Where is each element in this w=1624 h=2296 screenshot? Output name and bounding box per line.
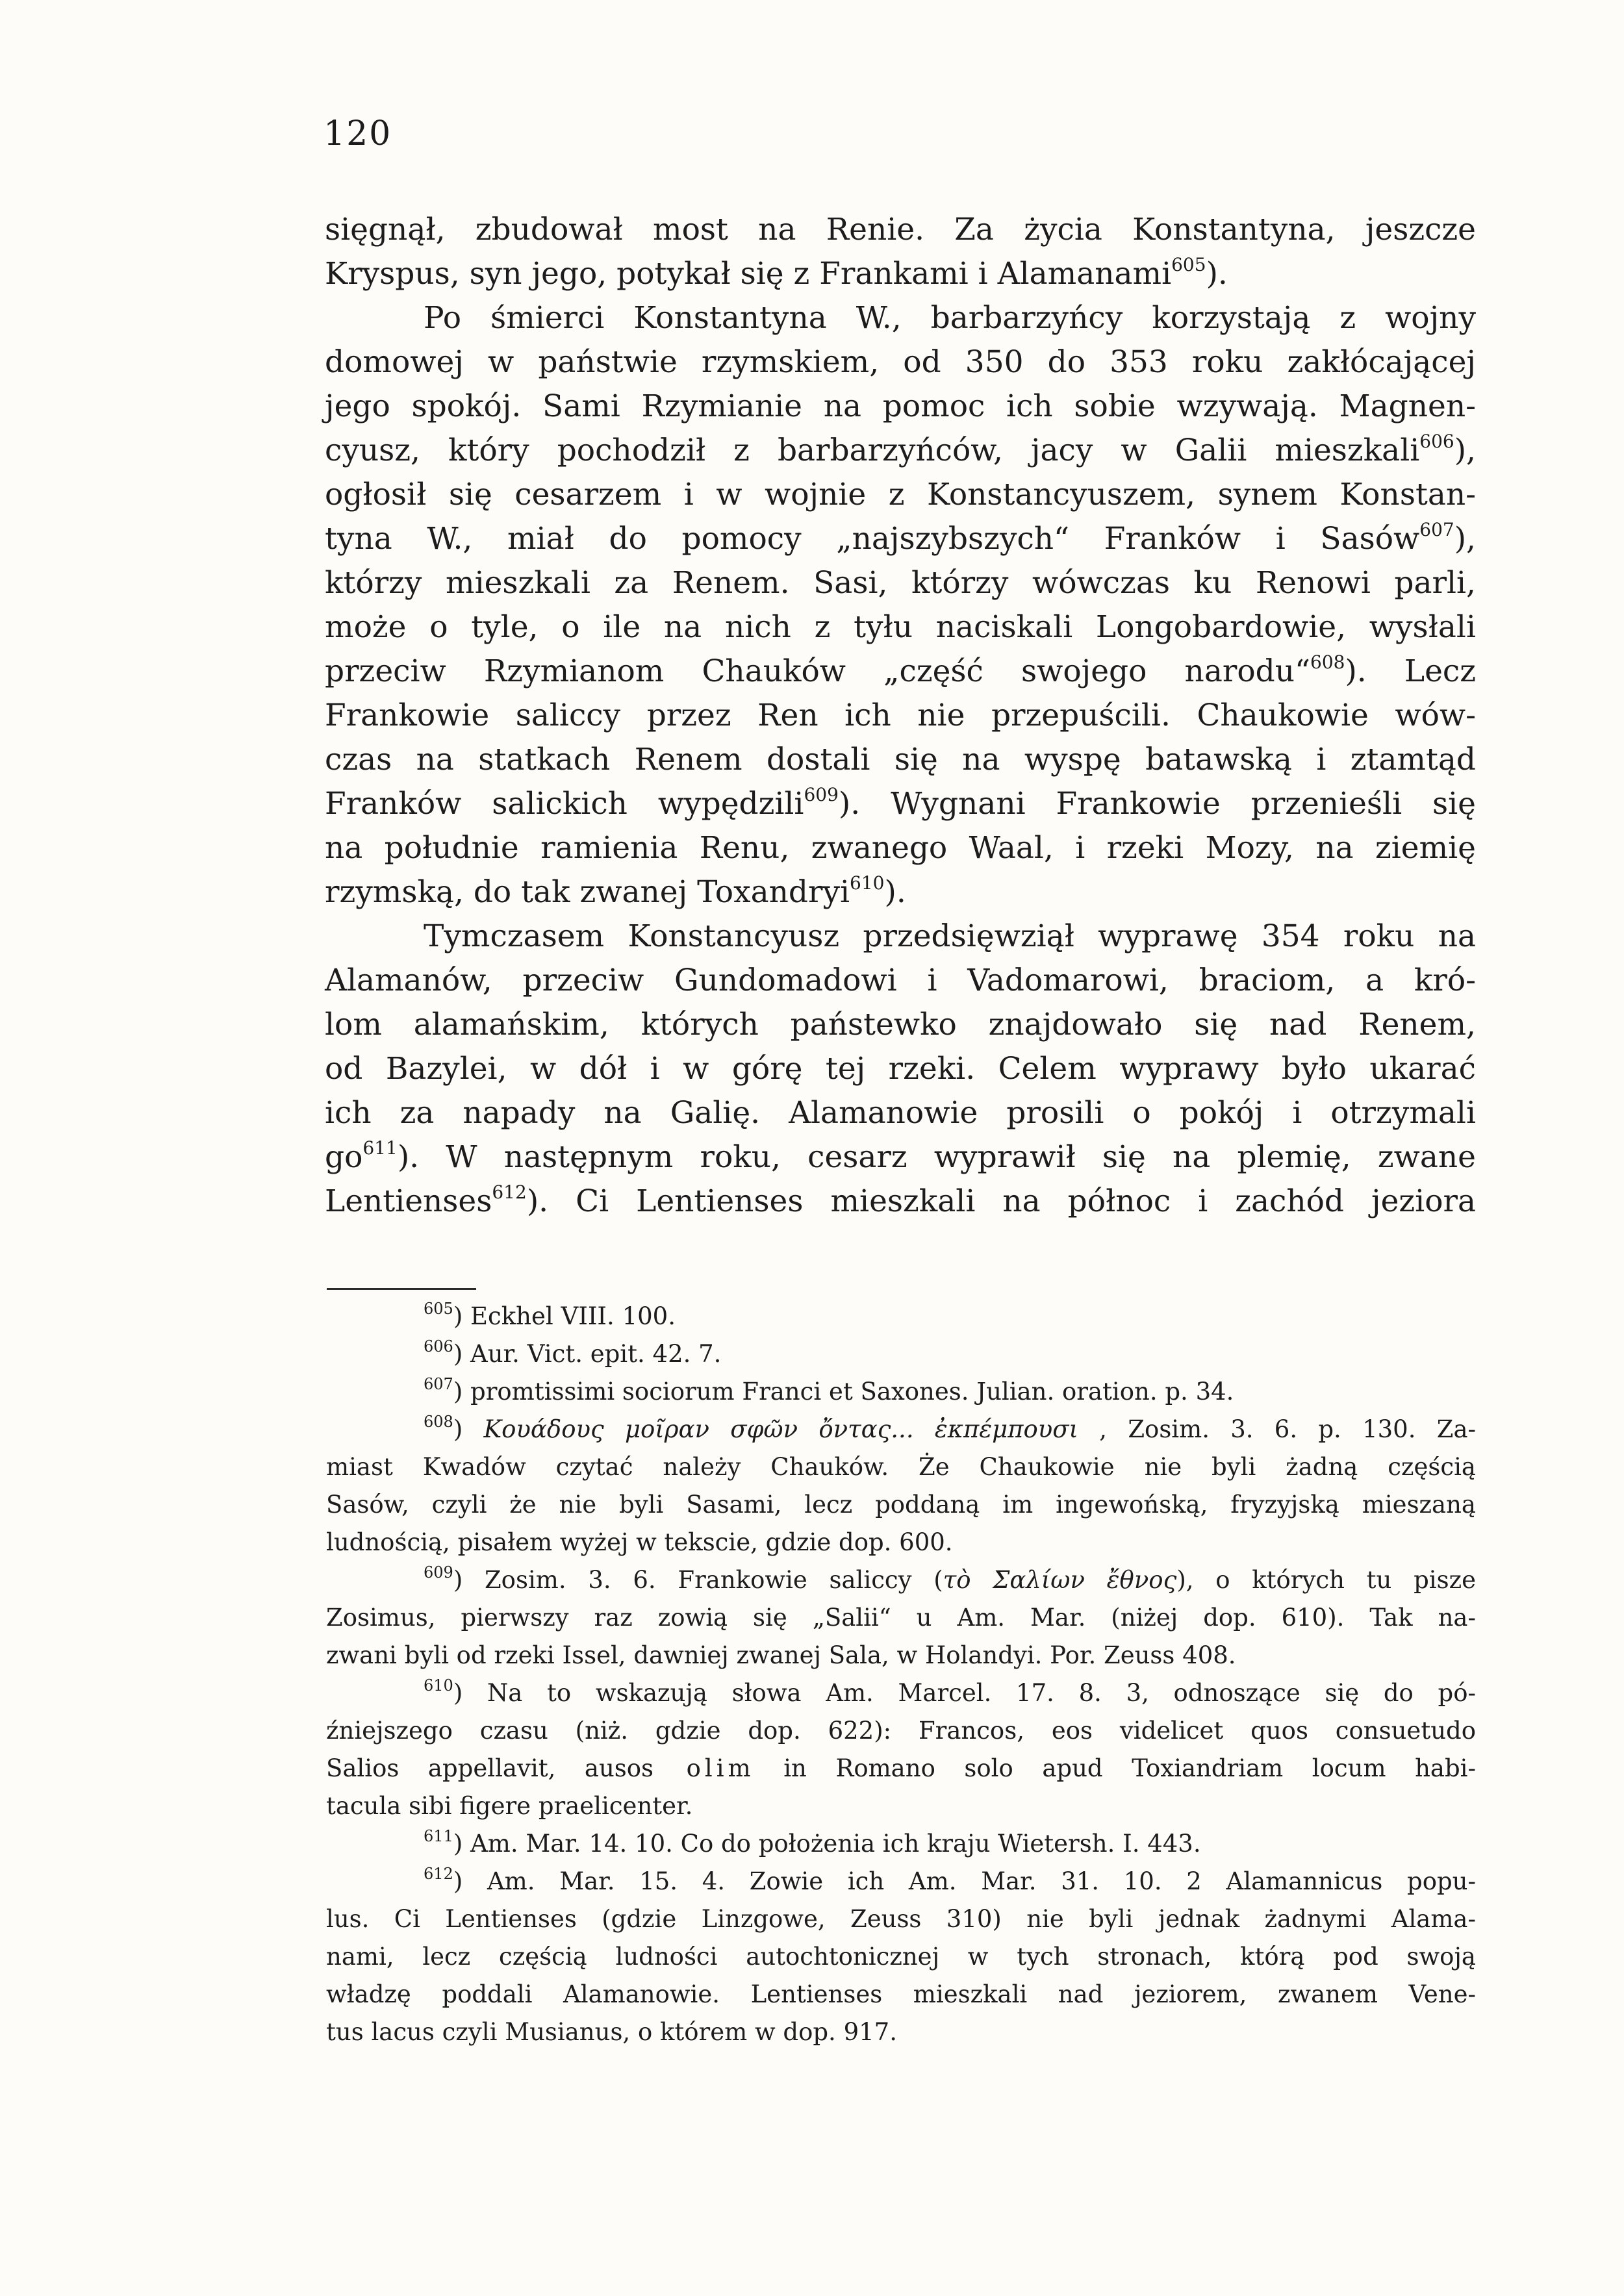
- footnote-text: ) Na to wskazują słowa Am. Marcel. 17. 8. 3, odnoszące się do pó-: [453, 1679, 1476, 1707]
- main-text: [325, 208, 1476, 1224]
- footnote-line: [326, 1637, 1476, 1674]
- footnote-ref: 609: [804, 784, 839, 805]
- text-line: [325, 296, 1476, 340]
- footnote-start: [326, 1411, 1476, 1448]
- footnote-text: miast Kwadów czytać należy Chauków. Że Chaukowie nie byli żadną częścią: [326, 1453, 1476, 1481]
- text-segment: Franków salickich wypędzili: [325, 786, 804, 822]
- footnote-text: ) Eckhel VIII. 100.: [453, 1302, 676, 1330]
- footnote-text: ): [453, 1415, 484, 1443]
- text-segment: ),: [1454, 521, 1476, 557]
- footnote-start: [326, 1674, 1476, 1712]
- footnote-text: lus. Ci Lentienses (gdzie Linzgowe, Zeuss 310) nie byli jednak żadnymi Alama-: [326, 1905, 1476, 1933]
- greek-quote: Κουάδους μοῖραν σφῶν ὄντας... ἐκπέμπουσι: [483, 1415, 1079, 1443]
- footnote-text: tacula sibi figere praelicenter.: [326, 1792, 693, 1820]
- footnote-line: [326, 1712, 1476, 1750]
- footnote-start: [326, 1373, 1476, 1411]
- footnote-line: [326, 1976, 1476, 2013]
- text-segment: ogłosił się cesarzem i w wojnie z Konstancyuszem, synem Konstan-: [325, 477, 1476, 512]
- text-segment: go: [325, 1139, 363, 1175]
- footnote-number: 609: [424, 1563, 453, 1582]
- text-line: [325, 738, 1476, 782]
- footnote-line: [326, 1787, 1476, 1825]
- footnote-line: [326, 2013, 1476, 2051]
- text-line: [325, 826, 1476, 870]
- page-number: 120: [324, 114, 392, 153]
- text-segment: tyna W., miał do pomocy „najszybszych“ Franków i Sasów: [325, 521, 1420, 557]
- text-segment: na południe ramienia Renu, zwanego Waal, i rzeki Mozy, na ziemię: [325, 830, 1476, 866]
- footnote-line: [326, 1750, 1476, 1787]
- footnote-start: [326, 1561, 1476, 1599]
- text-line: [325, 694, 1476, 738]
- text-line: [325, 208, 1476, 252]
- footnote-text: ) Zosim. 3. 6. Frankowie saliccy (: [453, 1566, 943, 1594]
- footnote-text: tus lacus czyli Musianus, o którem w dop. 917.: [326, 2018, 897, 2046]
- footnote-line: [326, 1599, 1476, 1637]
- text-segment: rzymską, do tak zwanej Toxandryi: [325, 874, 850, 910]
- text-line: [325, 429, 1476, 473]
- footnote-text: ) promtissimi sociorum Franci et Saxones. Julian. oration. p. 34.: [453, 1378, 1234, 1406]
- text-segment: ). Lecz: [1345, 653, 1476, 689]
- footnote-ref: 611: [362, 1137, 398, 1159]
- text-segment: domowej w państwie rzymskiem, od 350 do 353 roku zakłócającej: [325, 344, 1476, 380]
- footnote-text: Sasów, czyli że nie byli Sasami, lecz poddaną im ingewońską, fryzyjską mieszaną: [326, 1491, 1476, 1519]
- text-line: [325, 1180, 1476, 1224]
- text-line: [325, 782, 1476, 826]
- text-segment: ),: [1454, 433, 1476, 468]
- footnote-ref: 610: [850, 872, 885, 894]
- footnote-text: Zosimus, pierwszy raz zowią się „Salii“ u Am. Mar. (niżej dop. 610). Tak na-: [326, 1604, 1476, 1632]
- text-segment: Lentienses: [325, 1183, 492, 1219]
- footnote-start: [326, 1335, 1476, 1373]
- text-segment: od Bazylei, w dół i w górę tej rzeki. Celem wyprawy było ukarać: [325, 1051, 1476, 1087]
- text-segment: czas na statkach Renem dostali się na wyspę batawską i ztamtąd: [325, 742, 1476, 777]
- footnote-line: [326, 1938, 1476, 1976]
- footnote-text: zwani byli od rzeki Issel, dawniej zwanej Sala, w Holandyi. Por. Zeuss 408.: [326, 1641, 1236, 1669]
- text-segment: przeciw Rzymianom Chauków „część swojego narodu“: [325, 653, 1310, 689]
- footnote-line: [326, 1448, 1476, 1486]
- footnote-line: [326, 1524, 1476, 1561]
- text-line: [325, 870, 1476, 915]
- text-segment: cyusz, który pochodził z barbarzyńców, jacy w Galii mieszkali: [325, 433, 1420, 468]
- text-segment: może o tyle, o ile na nich z tyłu naciskali Longobardowie, wysłali: [325, 609, 1476, 645]
- text-segment: ). W następnym roku, cesarz wyprawił się na plemię, zwane: [397, 1139, 1476, 1175]
- text-segment: ich za napady na Galię. Alamanowie prosili o pokój i otrzymali: [325, 1095, 1476, 1131]
- footnote-number: 612: [424, 1865, 453, 1883]
- footnote-text: ) Am. Mar. 14. 10. Co do położenia ich kraju Wietersh. I. 443.: [453, 1830, 1201, 1858]
- footnote-start: [326, 1825, 1476, 1863]
- text-segment: ). Ci Lentienses mieszkali na północ i zachód jeziora: [526, 1183, 1476, 1219]
- footnote-ref: 612: [492, 1181, 527, 1203]
- footnote-text: ludnością, pisałem wyżej w tekscie, gdzie dop. 600.: [326, 1528, 953, 1556]
- footnote-ref: 607: [1419, 519, 1454, 540]
- text-line: [325, 915, 1476, 959]
- footnote-number: 608: [424, 1413, 453, 1431]
- footnote-text: , Zosim. 3. 6. p. 130. Za-: [1078, 1415, 1476, 1443]
- text-line: [325, 1003, 1476, 1047]
- footnote-text: ) Am. Mar. 15. 4. Zowie ich Am. Mar. 31. 10. 2 Alamannicus popu-: [453, 1867, 1476, 1895]
- text-line: [325, 473, 1476, 517]
- footnotes: [326, 1298, 1476, 2051]
- text-line: [325, 650, 1476, 694]
- text-segment: ).: [1206, 256, 1228, 292]
- spaced-word: olim: [653, 1754, 755, 1782]
- footnote-number: 607: [424, 1375, 453, 1393]
- footnote-text: ), o których tu pisze: [1176, 1566, 1476, 1594]
- text-line: [325, 385, 1476, 429]
- footnote-text: nami, lecz częścią ludności autochtonicznej w tych stronach, którą pod swoją: [326, 1943, 1476, 1971]
- footnote-number: 606: [424, 1337, 453, 1356]
- text-segment: Alamanów, przeciw Gundomadowi i Vadomarowi, braciom, a kró-: [325, 963, 1476, 998]
- text-segment: Frankowie saliccy przez Ren ich nie przepuścili. Chaukowie wów-: [325, 698, 1476, 733]
- text-line: [325, 252, 1476, 296]
- text-segment: ).: [884, 874, 906, 910]
- footnote-line: [326, 1900, 1476, 1938]
- footnote-start: [326, 1863, 1476, 1900]
- text-line: [325, 1135, 1476, 1180]
- footnote-start: [326, 1298, 1476, 1335]
- text-line: [325, 959, 1476, 1003]
- footnote-text: źniejszego czasu (niż. gdzie dop. 622): Francos, eos videlicet quos consuetudo: [326, 1717, 1476, 1745]
- text-line: [325, 517, 1476, 561]
- text-line: [325, 561, 1476, 605]
- footnote-number: 611: [424, 1827, 453, 1845]
- footnote-text: Salios appellavit, ausos: [326, 1754, 654, 1782]
- text-segment: ). Wygnani Frankowie przenieśli się: [838, 786, 1476, 822]
- text-segment: Kryspus, syn jego, potykał się z Frankami i Alamanami: [325, 256, 1172, 292]
- text-segment: lom alamańskim, których państewko znajdowało się nad Renem,: [325, 1007, 1476, 1042]
- footnote-number: 605: [424, 1300, 453, 1318]
- text-line: [325, 1047, 1476, 1091]
- footnote-ref: 605: [1171, 254, 1206, 275]
- text-line: [325, 605, 1476, 650]
- footnote-ref: 606: [1419, 431, 1454, 452]
- greek-quote: τὸ Σαλίων ἔθνος: [943, 1566, 1177, 1594]
- footnote-text: ) Aur. Vict. epit. 42. 7.: [453, 1340, 722, 1368]
- text-segment: Tymczasem Konstancyusz przedsięwziął wyprawę 354 roku na: [424, 918, 1476, 954]
- footnote-text: władzę poddali Alamanowie. Lentienses mieszkali nad jeziorem, zwanem Vene-: [326, 1980, 1476, 2008]
- footnote-number: 610: [424, 1676, 453, 1695]
- footnote-ref: 608: [1310, 651, 1345, 673]
- text-segment: Po śmierci Konstantyna W., barbarzyńcy korzystają z wojny: [424, 300, 1476, 336]
- text-segment: jego spokój. Sami Rzymianie na pomoc ich sobie wzywają. Magnen-: [325, 388, 1476, 424]
- footnote-divider: [327, 1288, 476, 1290]
- text-segment: którzy mieszkali za Renem. Sasi, którzy wówczas ku Renowi parli,: [325, 565, 1476, 601]
- text-line: [325, 1091, 1476, 1135]
- footnote-text: in Romano solo apud Toxiandriam locum habi-: [754, 1754, 1477, 1782]
- footnote-line: [326, 1486, 1476, 1524]
- text-line: [325, 340, 1476, 385]
- text-segment: sięgnął, zbudował most na Renie. Za życia Konstantyna, jeszcze: [325, 212, 1476, 247]
